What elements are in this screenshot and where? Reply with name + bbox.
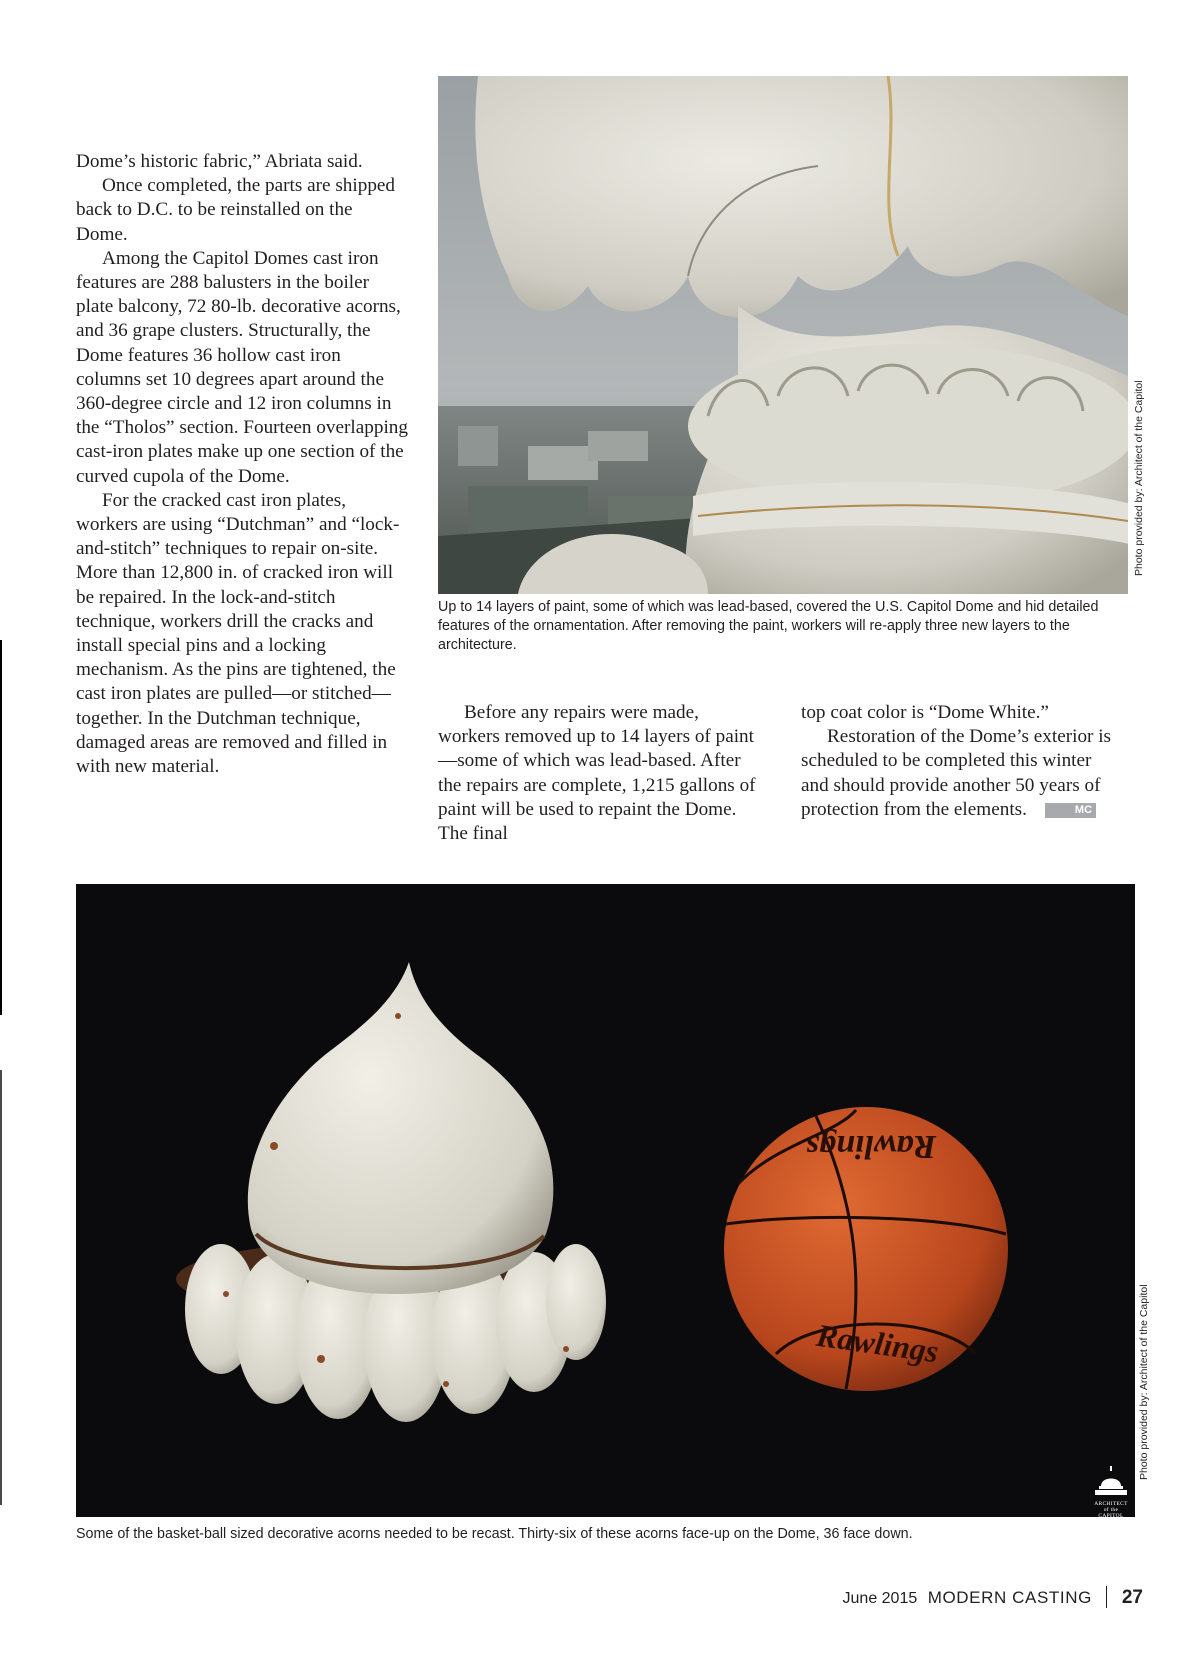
footer-divider [1106,1586,1107,1608]
ball-brand-text: Rawlings [805,1128,937,1165]
issue-date: June 2015 [842,1590,918,1607]
page-number: 27 [1121,1587,1143,1608]
article-column-3 [801,701,1123,822]
paragraph: Among the Capitol Domes cast iron features are 288 balusters in the boiler plate balcony, 72 80-lb. decorative acorns, and 36 grape clusters. Structurally, the Dome features 36 hollow cast iron columns set 10 degrees apart around the 360-degree circle and 12 iron columns in the “Tholos” section. Fourteen overlapping cast-iron plates make up one section of the curved cupola of the Dome. [76,247,408,487]
dome-ornament-photo [438,76,1128,594]
logo-line-1: ARCHITECT [1094,1501,1128,1507]
photo-caption: Some of the basket-ball sized decorative acorns needed to be recast. Thirty-six of these acorns face-up on the Dome, 36 face down. [76,1526,913,1542]
paragraph: For the cracked cast iron plates, workers are using “Dutchman” and “lock-and-stitch” techniques to repair on-site. More than 12,800 in. of cracked iron will be repaired. In the lock-and-stitch technique, workers drill the cracks and install special pins and a locking mechanism. As the pins are tightened, the cast iron plates are pulled—or stitched—together. In the Dutchman technique, damaged areas are removed and filled in with new material. [76,489,400,778]
paragraph: Before any repairs were made, workers removed up to 14 layers of paint—some of which was lead-based. After the repairs are complete, 1,215 gallons of paint will be used to repaint the Dome. The final [438,702,756,845]
paragraph: Dome’s historic fabric,” Abriata said. [76,151,363,172]
acorn-basketball-photo [76,884,1135,1517]
end-of-article-badge: MC [1045,803,1096,818]
paragraph: top coat color is “Dome White.” [801,702,1049,723]
photo-credit: Photo provided by: Architect of the Capitol [1138,1284,1150,1480]
article-column-1 [76,150,408,779]
magazine-name: MODERN CASTING [927,1588,1092,1607]
ball-brand-text: Rawlings [814,1316,941,1370]
page-footer [843,1586,1143,1609]
photo-credit: Photo provided by: Architect of the Capitol [1133,380,1145,576]
paragraph: Once completed, the parts are shipped back to D.C. to be reinstalled on the Dome. [76,175,396,245]
article-column-2 [438,701,760,846]
left-edge-mark [0,1070,2,1505]
paragraph-text: Restoration of the Dome’s exterior is scheduled to be completed this winter and should provide another 50 years of protection from the elements. [801,726,1112,820]
capitol-dome-icon [1091,1466,1131,1496]
left-edge-mark [0,640,2,1015]
architect-of-the-capitol-logo [1091,1466,1131,1519]
paragraph [801,725,1123,822]
photo-caption: Up to 14 layers of paint, some of which was lead-based, covered the U.S. Capitol Dome and hid detailed features of the ornamentation. After removing the paint, workers will re-apply three new layers to the architecture. [438,599,1099,653]
logo-line-2: of the CAPITOL [1098,1507,1124,1519]
